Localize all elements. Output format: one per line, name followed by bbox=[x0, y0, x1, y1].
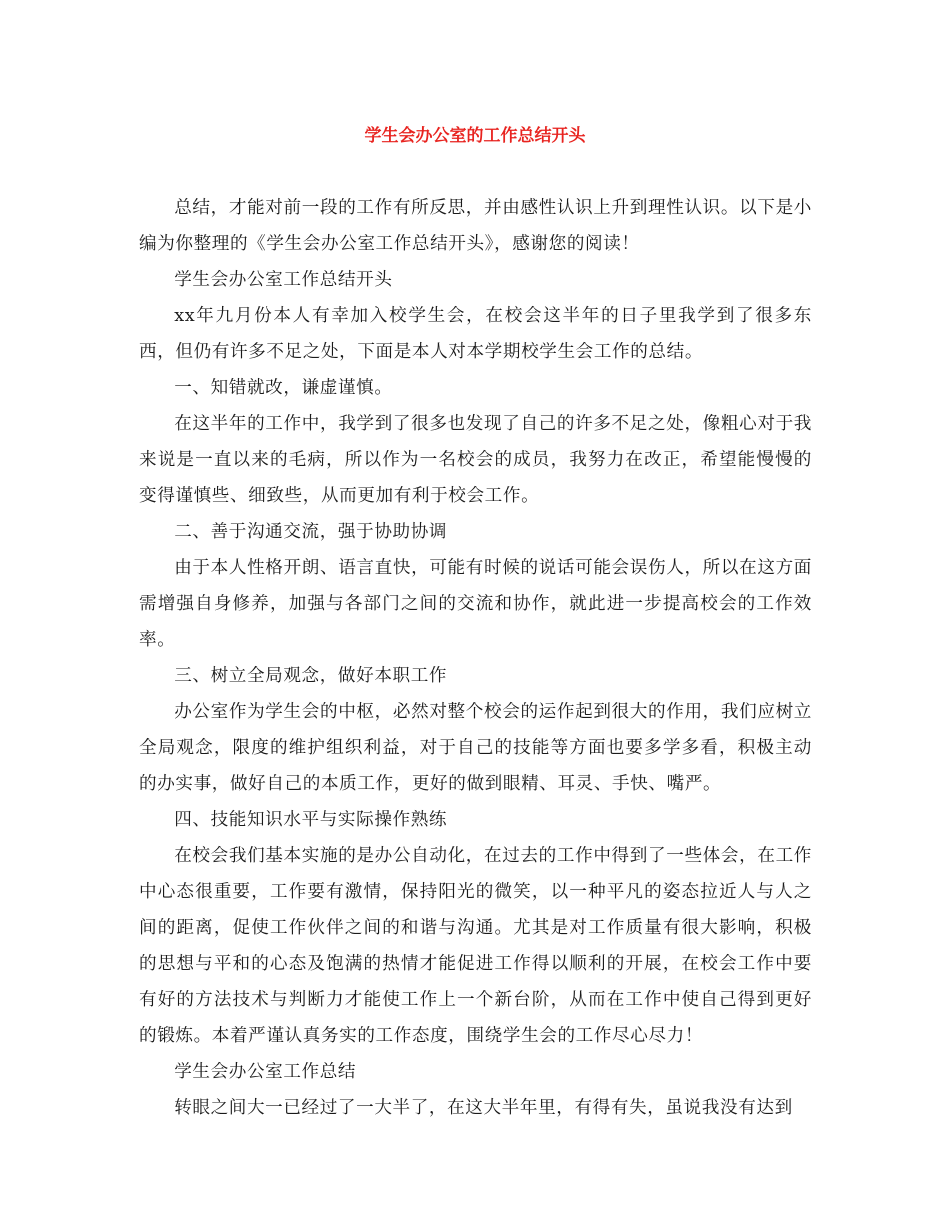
subheading-summary: 学生会办公室工作总结 bbox=[174, 1062, 357, 1082]
paragraph-section-1: 在这半年的工作中，我学到了很多也发现了自己的许多不足之处，像粗心对于我来说是一直以来的毛病，所以作为一名校会的成员，我努力在改正，希望能慢慢的变得谨慎些、细致些，从而更加有利于校会工作。 bbox=[139, 414, 812, 506]
section-heading-4: 四、技能知识水平与实际操作熟练 bbox=[174, 810, 448, 830]
paragraph-joining: xx年九月份本人有幸加入校学生会，在校会这半年的日子里我学到了很多东西，但仍有许多不足之处，下面是本人对本学期校学生会工作的总结。 bbox=[139, 306, 812, 362]
paragraph-section-3: 办公室作为学生会的中枢，必然对整个校会的运作起到很大的作用，我们应树立全局观念，限度的维护组织利益，对于自己的技能等方面也要多学多看，积极主动的办实事，做好自己的本质工作，更好的做到眼精、耳灵、手快、嘴严。 bbox=[139, 702, 812, 794]
paragraph-intro: 总结，才能对前一段的工作有所反思，并由感性认识上升到理性认识。以下是小编为你整理的《学生会办公室工作总结开头》，感谢您的阅读！ bbox=[139, 198, 812, 254]
section-heading-1: 一、知错就改，谦虚谨慎。 bbox=[174, 378, 393, 398]
paragraph-section-2: 由于本人性格开朗、语言直快，可能有时候的说话可能会误伤人，所以在这方面需增强自身修养，加强与各部门之间的交流和协作，就此进一步提高校会的工作效率。 bbox=[139, 558, 812, 650]
document-title: 学生会办公室的工作总结开头 bbox=[364, 126, 586, 146]
section-heading-3: 三、树立全局观念，做好本职工作 bbox=[174, 666, 448, 686]
section-heading-2: 二、善于沟通交流，强于协助协调 bbox=[174, 522, 448, 542]
document-body bbox=[139, 190, 812, 1126]
paragraph-closing: 转眼之间大一已经过了一大半了，在这大半年里，有得有失，虽说我没有达到 bbox=[174, 1098, 793, 1118]
paragraph-section-4: 在校会我们基本实施的是办公自动化，在过去的工作中得到了一些体会，在工作中心态很重要，工作要有激情，保持阳光的微笑，以一种平凡的姿态拉近人与人之间的距离，促使工作伙伴之间的和谐与沟通。尤其是对工作质量有很大影响，积极的思想与平和的心态及饱满的热情才能促进工作得以顺利的开展，在校会工作中要有好的方法技术与判断力才能使工作上一个新台阶，从而在工作中使自己得到更好的锻炼。本着严谨认真务实的工作态度，围绕学生会的工作尽心尽力！ bbox=[139, 846, 812, 1046]
subheading-summary-opening: 学生会办公室工作总结开头 bbox=[174, 270, 393, 290]
